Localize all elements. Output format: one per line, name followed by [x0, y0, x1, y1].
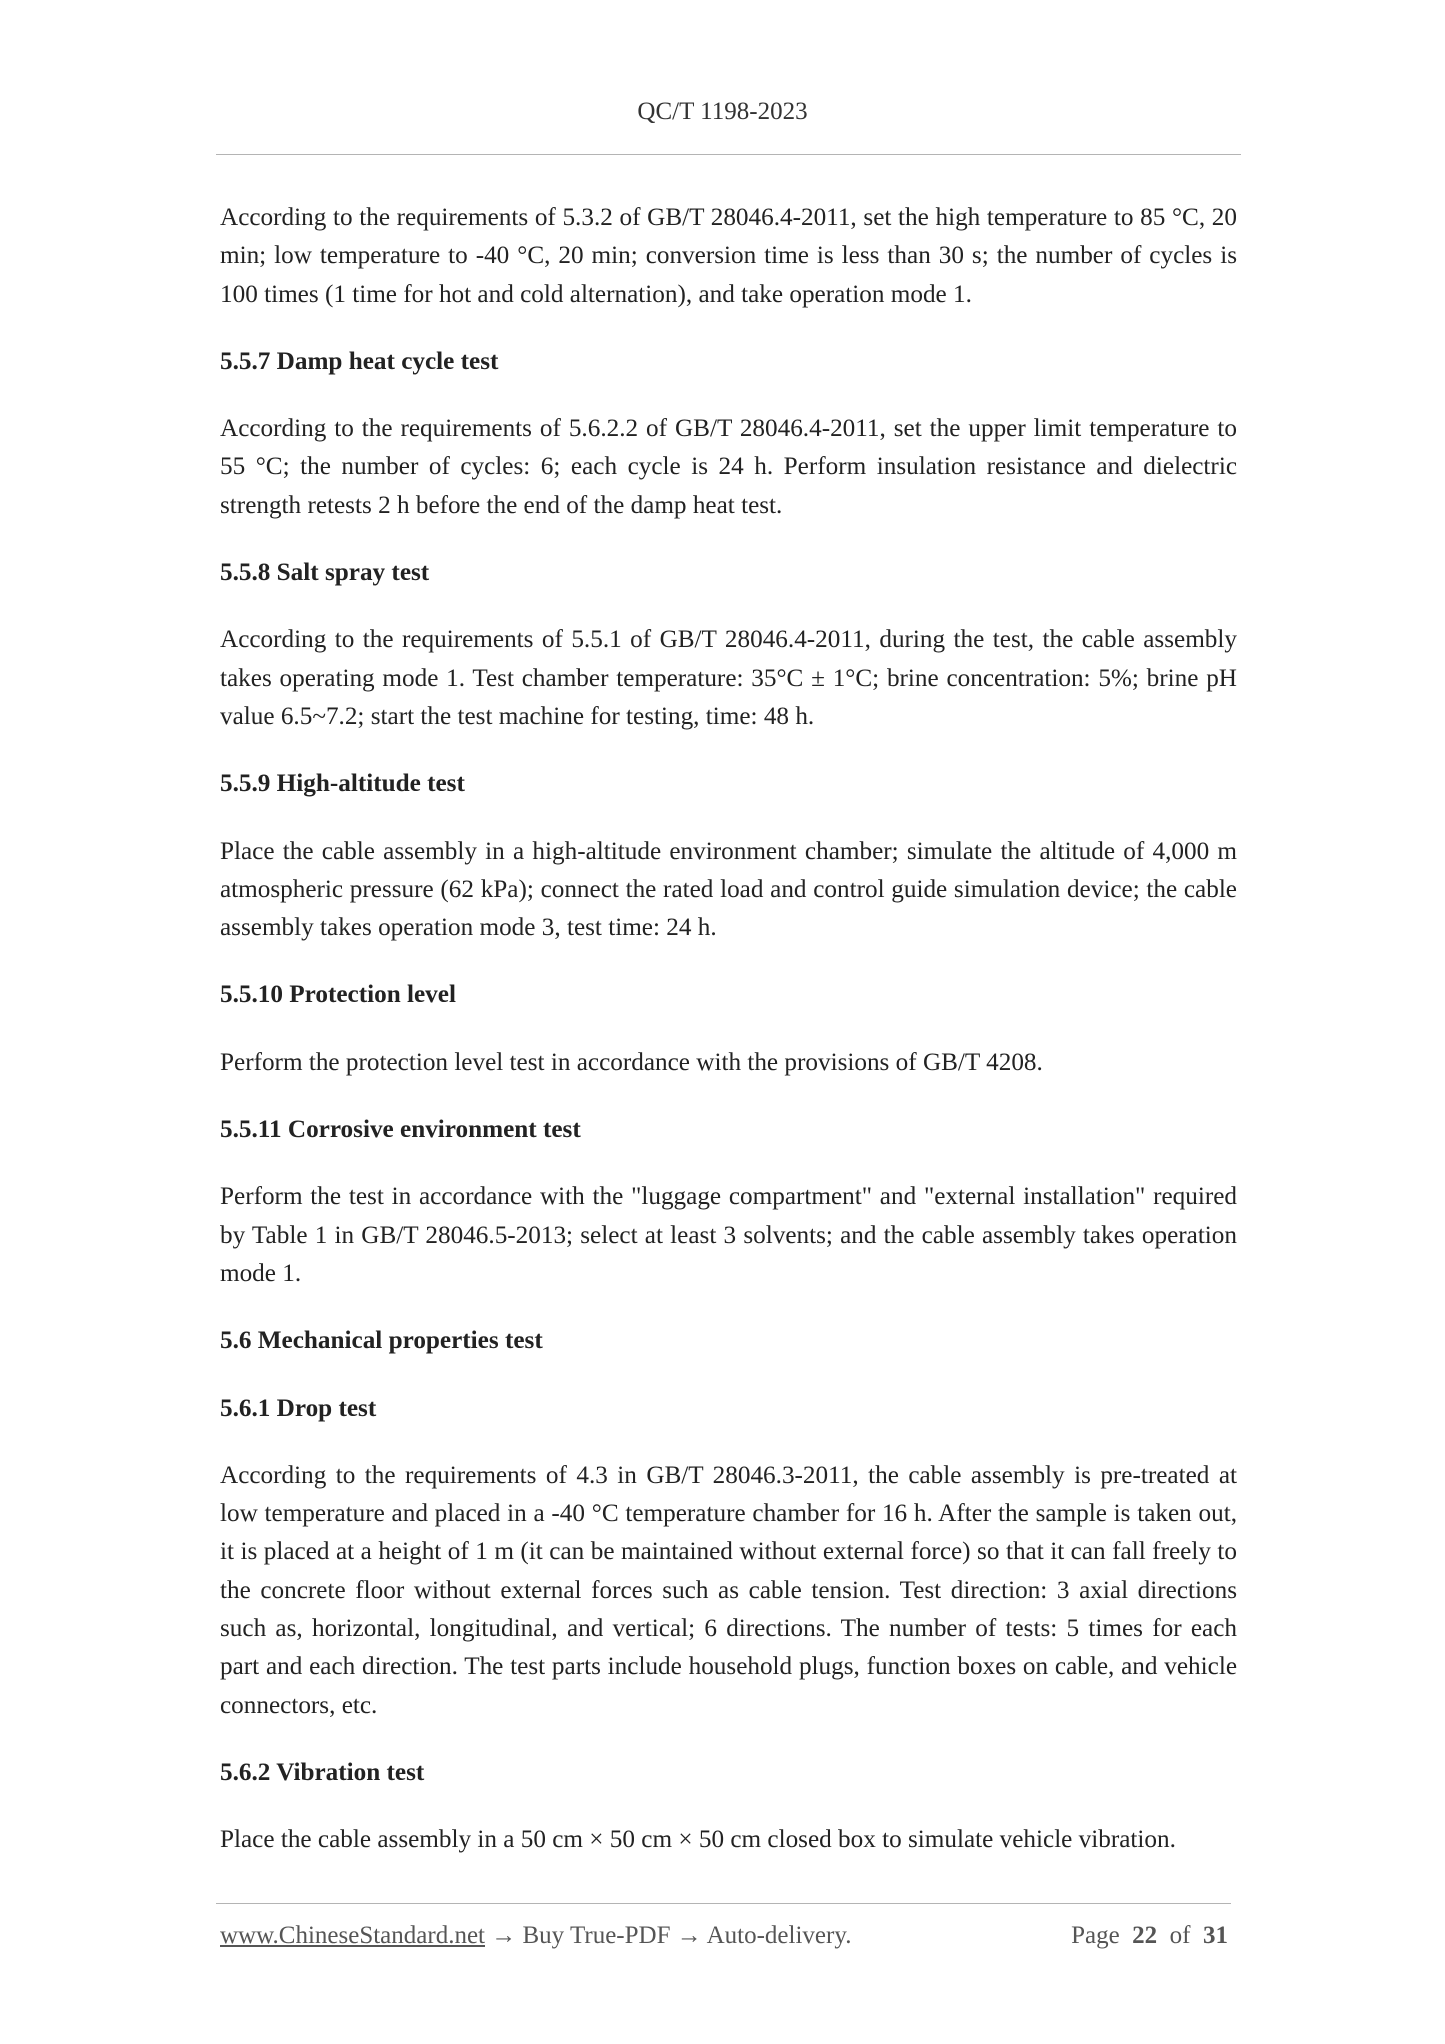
paragraph-thermal-shock: According to the requirements of 5.3.2 of GB/T 28046.4-2011, set the high temperature to 85 °C, 20 min; low temperature to -40 °C, 20 min; conversion time is less than 30 s; the number of cycles is 100 times (1 time for hot and cold alternation), and take operation mode 1. — [220, 204, 1237, 308]
paragraph-high-altitude: Place the cable assembly in a high-altitude environment chamber; simulate the altitude of 4,000 m atmospheric pressure (62 kPa); connect the rated load and control guide simulation device; the cable assembly takes operation mode 3, test time: 24 h. — [220, 837, 1237, 942]
document-body — [220, 199, 1237, 1889]
section-heading-5-6-1: 5.6.1 Drop test — [220, 1394, 377, 1422]
header-divider — [216, 154, 1241, 155]
page-label: Page — [1071, 1922, 1120, 1949]
paragraph-corrosive-environment: Perform the test in accordance with the "luggage compartment" and "external installation" required by Table 1 in GB/T 28046.5-2013; select at least 3 solvents; and the cable assembly takes operation mode 1. — [220, 1183, 1237, 1287]
footer-promo — [220, 1922, 851, 1950]
section-heading-5-5-11: 5.5.11 Corrosive environment test — [220, 1116, 581, 1144]
page-indicator — [1071, 1922, 1228, 1950]
section-heading-5-6: 5.6 Mechanical properties test — [220, 1327, 543, 1355]
page-of-label: of — [1169, 1922, 1191, 1949]
page-total: 31 — [1203, 1922, 1228, 1949]
section-heading-5-5-8: 5.5.8 Salt spray test — [220, 559, 430, 587]
section-heading-5-5-9: 5.5.9 High-altitude test — [220, 770, 465, 798]
website-link[interactable]: www.ChineseStandard.net — [220, 1922, 485, 1949]
document-id-header: QC/T 1198-2023 — [637, 98, 808, 125]
paragraph-salt-spray: According to the requirements of 5.5.1 of GB/T 28046.4-2011, during the test, the cable assembly takes operating mode 1. Test chamber temperature: 35°C ± 1°C; brine concentration: 5%; brine pH value 6.5~7.2; start the test machine for testing, time: 48 h. — [220, 626, 1237, 730]
paragraph-vibration-test: Place the cable assembly in a 50 cm × 50 cm × 50 cm closed box to simulate vehicle vibration. — [220, 1826, 1176, 1854]
page-current: 22 — [1132, 1922, 1158, 1949]
paragraph-drop-test: According to the requirements of 4.3 in GB/T 28046.3-2011, the cable assembly is pre-treated at low temperature and placed in a -40 °C temperature chamber for 16 h. After the sample is taken out, it is placed at a height of 1 m (it can be maintained without external force) so that it can fall freely to the concrete floor without external forces such as cable tension. Test direction: 3 axial directions such as, horizontal, longitudinal, and vertical; 6 directions. The number of tests: 5 times for each part and each direction. The test parts include household plugs, function boxes on cable, and vehicle connectors, etc. — [220, 1461, 1237, 1719]
section-heading-5-5-7: 5.5.7 Damp heat cycle test — [220, 347, 499, 375]
footer-divider — [216, 1903, 1231, 1904]
section-heading-5-5-10: 5.5.10 Protection level — [220, 981, 456, 1009]
paragraph-protection-level: Perform the protection level test in accordance with the provisions of GB/T 4208. — [220, 1048, 1043, 1076]
paragraph-damp-heat: According to the requirements of 5.6.2.2 of GB/T 28046.4-2011, set the upper limit temperature to 55 °C; the number of cycles: 6; each cycle is 24 h. Perform insulation resistance and dielectric strength retests 2 h before the end of the damp heat test. — [220, 415, 1237, 519]
footer-promo-text: → Buy True-PDF → Auto-delivery. — [485, 1922, 852, 1949]
section-heading-5-6-2: 5.6.2 Vibration test — [220, 1758, 425, 1786]
